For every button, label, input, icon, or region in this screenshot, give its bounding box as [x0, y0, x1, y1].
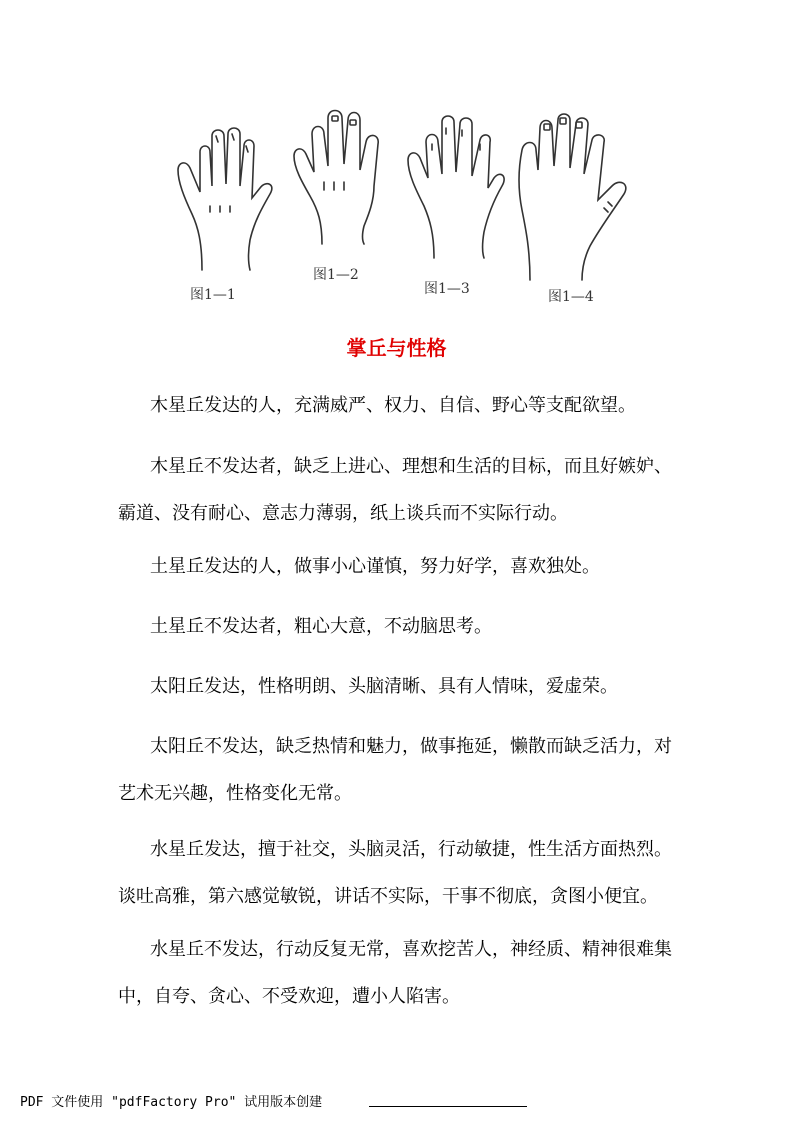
paragraph: 土星丘不发达者，粗心大意，不动脑思考。: [150, 616, 492, 637]
section-title: 掌丘与性格: [346, 336, 447, 360]
figure-caption-3: 图1—3: [424, 281, 470, 297]
hand-illustration-3: [404, 110, 508, 260]
paragraph: 水星丘发达，擅于社交，头脑灵活，行动敏捷，性生活方面热烈。谈吐高雅，第六感觉敏锐，讲话不实际，干事不彻底，贪图小便宜。: [118, 839, 672, 907]
pdf-footer-notice: PDF 文件使用 "pdfFactory Pro" 试用版本创建: [20, 1095, 323, 1110]
figure-caption-1: 图1—1: [190, 287, 236, 303]
footer-link-underline[interactable]: [369, 1106, 527, 1107]
paragraph: 木星丘发达的人，充满威严、权力、自信、野心等支配欲望。: [150, 395, 636, 416]
hand-illustration-4: [516, 110, 632, 282]
paragraph: 太阳丘不发达，缺乏热情和魅力，做事拖延，懒散而缺乏活力，对艺术无兴趣，性格变化无常。: [118, 736, 672, 804]
figure-caption-4: 图1—4: [548, 289, 594, 305]
paragraph: 土星丘发达的人，做事小心谨慎，努力好学，喜欢独处。: [150, 556, 600, 577]
figure-caption-2: 图1—2: [313, 267, 359, 283]
paragraph: 木星丘不发达者，缺乏上进心、理想和生活的目标，而且好嫉妒、霸道、没有耐心、意志力薄弱，纸上谈兵而不实际行动。: [118, 456, 672, 524]
paragraph: 太阳丘发达，性格明朗、头脑清晰、具有人情味，爱虚荣。: [150, 676, 618, 697]
hand-illustration-1: [172, 122, 282, 272]
paragraph: 水星丘不发达，行动反复无常，喜欢挖苦人，神经质、精神很难集中，自夸、贪心、不受欢迎，遭小人陷害。: [118, 939, 672, 1007]
hand-illustration-2: [288, 106, 392, 246]
